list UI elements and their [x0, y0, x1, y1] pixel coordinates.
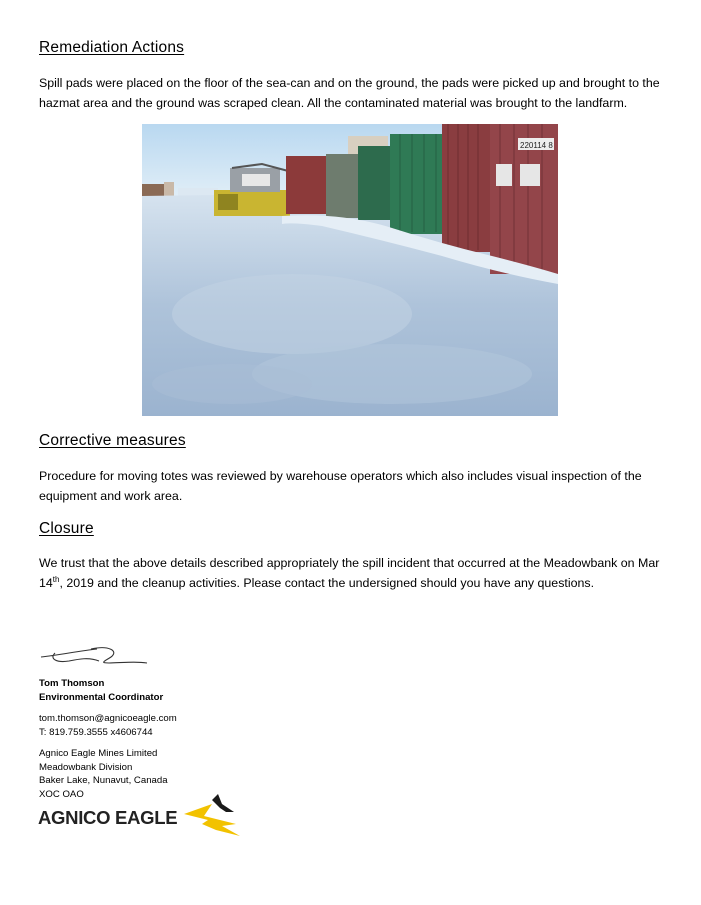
closure-text-1: We trust that the above details described appropriately the spill incident that occurred at the Meadowbank on Mar 14: [39, 556, 660, 590]
signature-block: [39, 643, 177, 801]
signer-title: Environmental Coordinator: [39, 691, 164, 703]
agnico-eagle-logo: [38, 794, 248, 840]
closure-paragraph: [39, 553, 669, 593]
signer-name: Tom Thomson: [39, 678, 105, 689]
postal-code: XOC OAO: [39, 788, 84, 800]
closure-ordinal-suffix: th: [52, 574, 60, 584]
remediation-paragraph: Spill pads were placed on the floor of the sea-can and on the ground, the pads were picked up and brought to the hazmat area and the ground was scraped clean. All the contaminated material was brought to the landfarm.: [39, 76, 660, 110]
signer-email: tom.thomson@agnicoeagle.com: [39, 713, 177, 724]
company-location: Baker Lake, Nunavut, Canada: [39, 775, 168, 786]
closure-heading: Closure: [39, 520, 94, 537]
container-id-label: 220114 8: [520, 141, 553, 150]
division-name: Meadowbank Division: [39, 761, 133, 773]
logo-wordmark: AGNICO EAGLE: [38, 807, 178, 828]
handwritten-signature: [39, 643, 151, 669]
closure-text-2: , 2019 and the cleanup activities. Please contact the undersigned should you have any questions.: [59, 576, 595, 590]
company-name: Agnico Eagle Mines Limited: [39, 748, 158, 759]
eagle-icon: [182, 794, 244, 838]
signer-phone: T: 819.759.3555 x4606744: [39, 726, 153, 738]
site-photo: [142, 124, 558, 416]
remediation-heading: Remediation Actions: [39, 39, 185, 56]
corrective-heading: Corrective measures: [39, 432, 186, 449]
corrective-paragraph: Procedure for moving totes was reviewed by warehouse operators which also includes visual inspection of the equipment and work area.: [39, 469, 642, 503]
